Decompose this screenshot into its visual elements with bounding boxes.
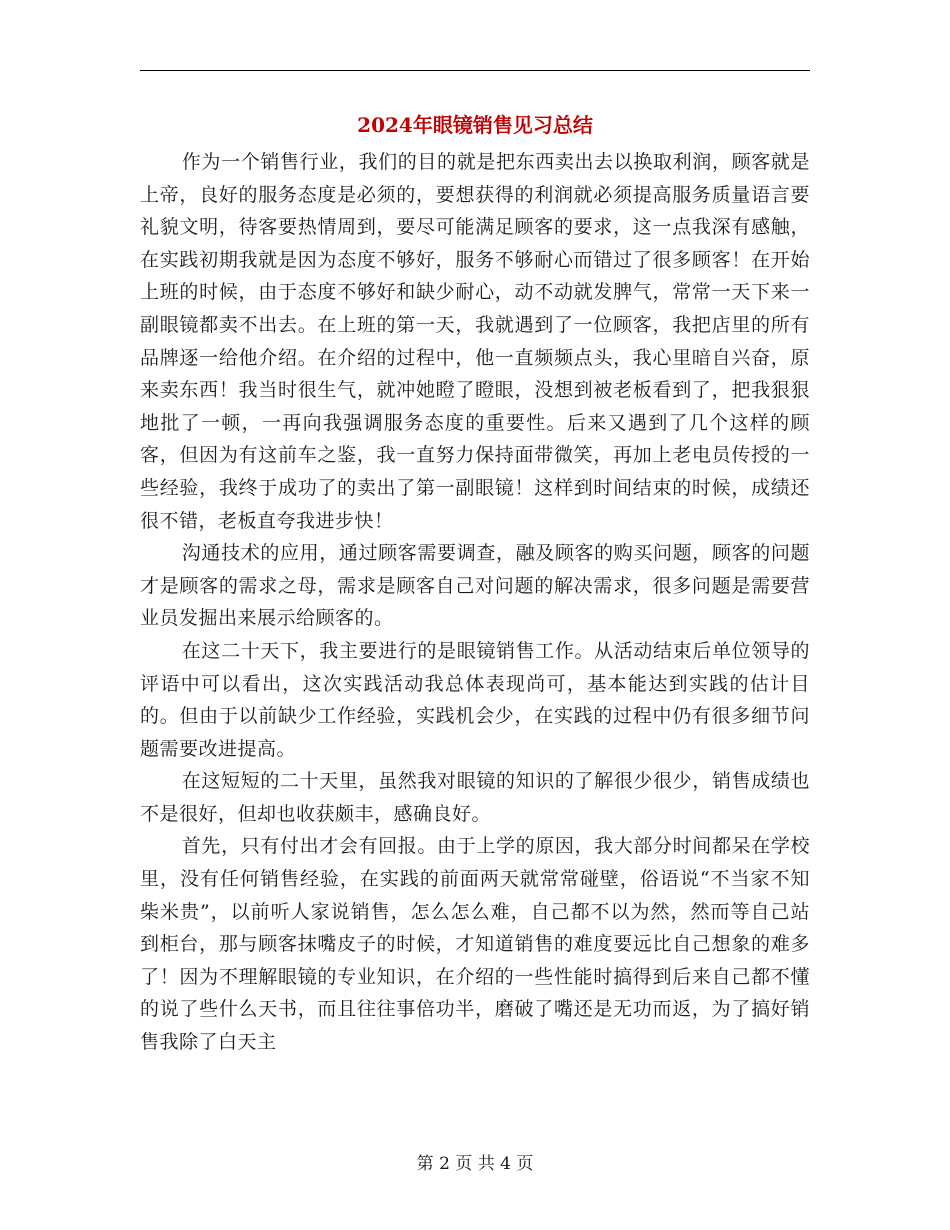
document-body <box>140 146 810 1059</box>
header-rule <box>140 70 810 71</box>
document-title: 2024年眼镜销售见习总结 <box>357 113 593 137</box>
paragraph-2: 沟通技术的应用，通过顾客需要调查，融及顾客的购买问题，顾客的问题才是顾客的需求之母，需求是顾客自己对问题的解决需求，很多问题是需要营业员发掘出来展示给顾客的。 <box>140 542 810 630</box>
paragraph-1: 作为一个销售行业，我们的目的就是把东西卖出去以换取利润，顾客就是上帝，良好的服务态度是必须的，要想获得的利润就必须提高服务质量语言要礼貌文明，待客要热情周到，要尽可能满足顾客的要求，这一点我深有感触，在实践初期我就是因为态度不够好，服务不够耐心而错过了很多顾客！在开始上班的时候，由于态度不够好和缺少耐心，动不动就发脾气，常常一天下来一副眼镜都卖不出去。在上班的第一天，我就遇到了一位顾客，我把店里的所有品牌逐一给他介绍。在介绍的过程中，他一直频频点头，我心里暗自兴奋，原来卖东西！我当时很生气，就冲她瞪了瞪眼，没想到被老板看到了，把我狠狠地批了一顿，一再向我强调服务态度的重要性。后来又遇到了几个这样的顾客，但因为有这前车之鉴，我一直努力保持面带微笑，再加上老电员传授的一些经验，我终于成功了的卖出了第一副眼镜！这样到时间结束的时候，成绩还很不错，老板直夸我进步快！ <box>140 151 810 532</box>
paragraph-3: 在这二十天下，我主要进行的是眼镜销售工作。从活动结束后单位领导的评语中可以看出，这次实践活动我总体表现尚可，基本能达到实践的估计目的。但由于以前缺少工作经验，实践机会少，在实践的过程中仍有很多细节问题需要改进提高。 <box>140 639 810 760</box>
paragraph-4: 在这短短的二十天里，虽然我对眼镜的知识的了解很少很少，销售成绩也不是很好，但却也收获颇丰，感确良好。 <box>140 770 810 825</box>
paragraph-5: 首先，只有付出才会有回报。由于上学的原因，我大部分时间都呆在学校里，没有任何销售经验，在实践的前面两天就常常碰壁，俗语说“不当家不知柴米贵”，以前听人家说销售，怎么怎么难，自己都不以为然，然而等自己站到柜台，那与顾客抹嘴皮子的时候，才知道销售的难度要远比自己想象的难多了！因为不理解眼镜的专业知识，在介绍的一些性能时搞得到后来自己都不懂的说了些什么天书，而且往往事倍功半，磨破了嘴还是无功而返，为了搞好销售我除了白天主 <box>140 835 810 1054</box>
page-number-footer: 第 2 页 共 4 页 <box>416 1154 534 1174</box>
